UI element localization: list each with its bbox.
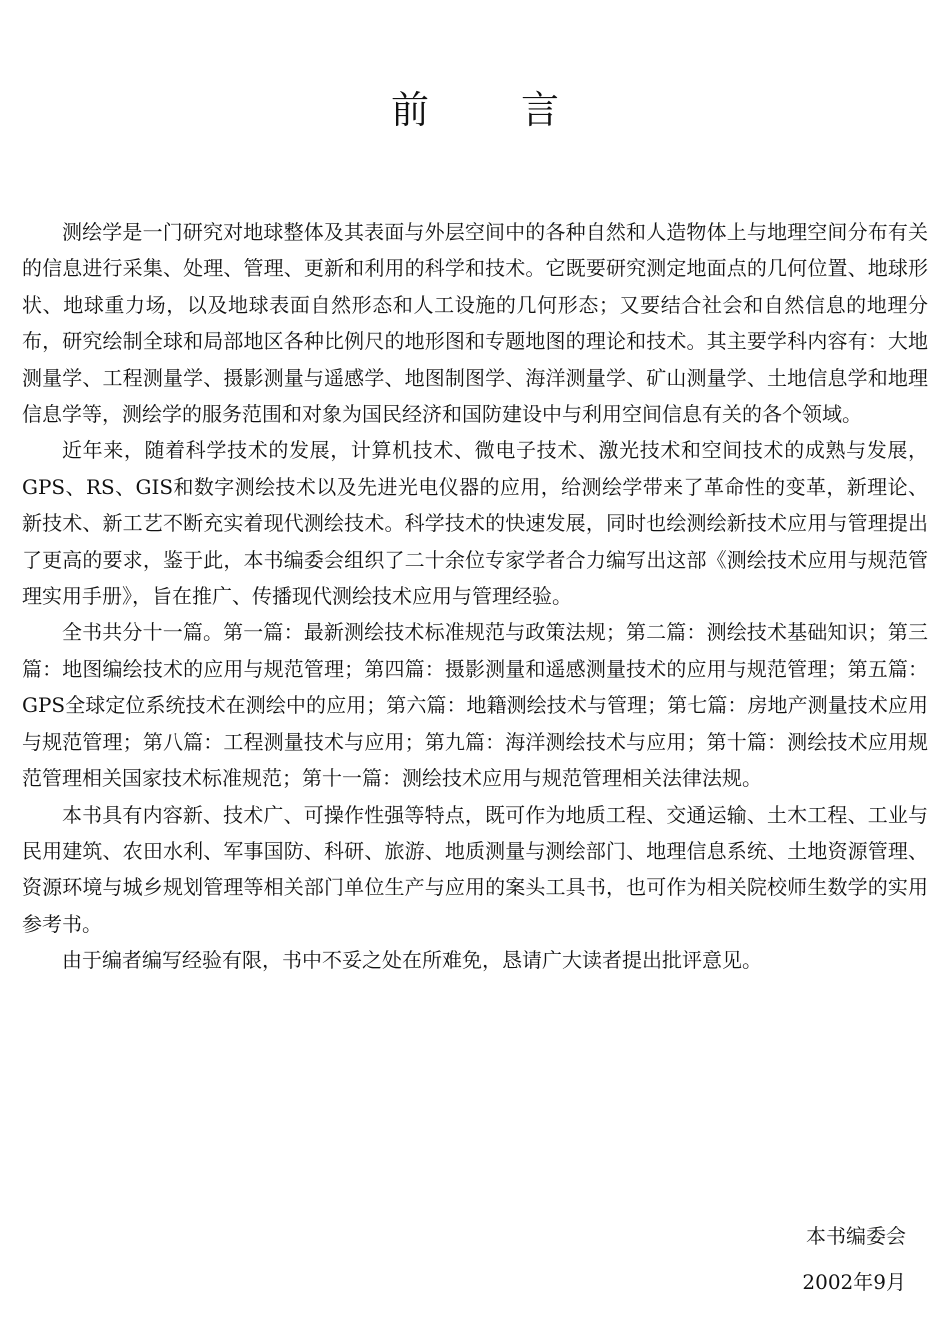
paragraph-4: 本书具有内容新、技术广、可操作性强等特点，既可作为地质工程、交通运输、土木工程、工业与民用建筑、农田水利、军事国防、科研、旅游、地质测量与测绘部门、地理信息系统、土地资源管理、资源环境与城乡规划管理等相关部门单位生产与应用的案头工具书，也可作为相关院校师生数学的实用参考书。	[22, 802, 928, 936]
preface-body	[22, 214, 928, 979]
paragraph-3: 全书共分十一篇。第一篇：最新测绘技术标准规范与政策法规；第二篇：测绘技术基础知识；第三篇：地图编绘技术的应用与规范管理；第四篇：摄影测量和遥感测量技术的应用与规范管理；第五篇：GPS全球定位系统技术在测绘中的应用；第六篇：地籍测绘技术与管理；第七篇：房地产测量技术应用与规范管理；第八篇：工程测量技术与应用；第九篇：海洋测绘技术与应用；第十篇：测绘技术应用规范管理相关国家技术标准规范；第十一篇：测绘技术应用与规范管理相关法律法规。	[22, 620, 928, 791]
paragraph-5: 由于编者编写经验有限，书中不妥之处在所难免，恳请广大读者提出批评意见。	[62, 948, 762, 973]
paragraph-2: 近年来，随着科学技术的发展，计算机技术、微电子技术、激光技术和空间技术的成熟与发展，GPS、RS、GIS和数字测绘技术以及先进光电仪器的应用，给测绘学带来了革命性的变革，新理论、新技术、新工艺不断充实着现代测绘技术。科学技术的快速发展，同时也绘测绘新技术应用与管理提出了更高的要求，鉴于此，本书编委会组织了二十余位专家学者合力编写出这部《测绘技术应用与规范管理实用手册》，旨在推广、传播现代测绘技术应用与管理经验。	[22, 438, 928, 609]
paragraph-1: 测绘学是一门研究对地球整体及其表面与外层空间中的各种自然和人造物体上与地理空间分布有关的信息进行采集、处理、管理、更新和利用的科学和技术。它既要研究测定地面点的几何位置、地球形状、地球重力场，以及地球表面自然形态和人工设施的几何形态；又要结合社会和自然信息的地理分布，研究绘制全球和局部地区各种比例尺的地形图和专题地图的理论和技术。其主要学科内容有：大地测量学、工程测量学、摄影测量与遥感学、地图制图学、海洋测量学、矿山测量学、土地信息学和地理信息学等，测绘学的服务范围和对象为国民经济和国防建设中与利用空间信息有关的各个领域。	[22, 220, 928, 427]
signature-editorial-board: 本书编委会	[806, 1224, 906, 1248]
page-title: 前 言	[390, 88, 600, 132]
signature-date: 2002年9月	[802, 1270, 906, 1294]
